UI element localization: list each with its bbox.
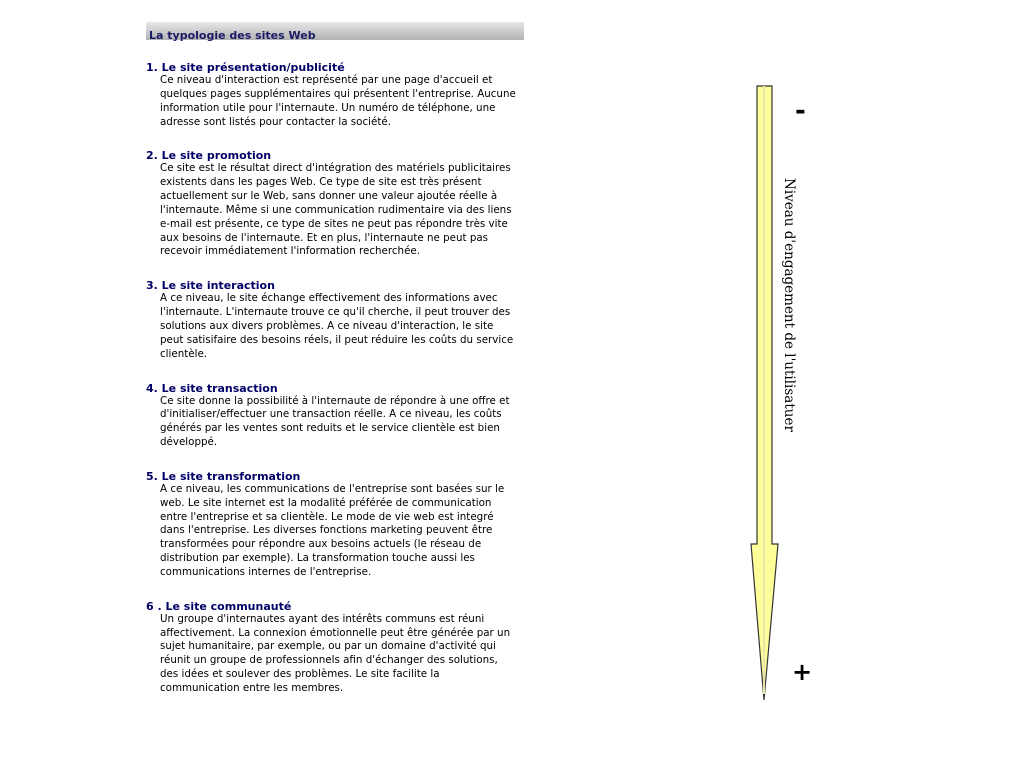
section-title: 4. Le site transaction <box>146 381 278 395</box>
section-transformation <box>146 470 514 580</box>
section-title: 1. Le site présentation/publicité <box>146 61 345 74</box>
low-engagement-symbol: - <box>795 96 806 126</box>
section-title: 3. Le site interaction <box>146 279 275 293</box>
section-promotion <box>146 149 514 259</box>
down-arrow-icon <box>745 82 785 702</box>
section-description: Ce site est le résultat direct d'intégration des matériels publicitaires existents dans les pages Web. Ce type de site est très présent actuellement sur le Web, sans donner une valeur ajoutée réelle à l'internaute. Même si une communication rudimentaire via des liens e-mail est présente, ce type de sites ne peut pas répondre très vite aux besoins de l'internaute. Et en plus, l'internaute ne peut pas recevoir immédiatement l'information recherchée. <box>160 162 512 258</box>
section-communaute <box>146 600 514 696</box>
section-description: Ce site donne la possibilité à l'internaute de répondre à une offre et d'initialiser/effectuer une transaction réelle. A ce niveau, les coûts générés par les ventes sont reduits et le service clientèle est bien développé. <box>160 394 510 449</box>
section-transaction <box>146 382 514 450</box>
section-title: 6 . Le site communauté <box>146 599 292 613</box>
header-bar <box>146 22 524 40</box>
section-presentation <box>146 61 514 129</box>
site-typology-list <box>146 61 514 716</box>
section-description: Ce niveau d'interaction est représenté par une page d'accueil et quelques pages supplémentaires qui présentent l'entreprise. Aucune information utile pour l'internaute. Un numéro de téléphone, une adresse sont listés pour contacter la société. <box>160 74 516 128</box>
section-title: 5. Le site transformation <box>146 469 301 483</box>
section-title: 2. Le site promotion <box>146 149 272 163</box>
page-title: La typologie des sites Web <box>149 29 316 42</box>
section-description: A ce niveau, les communications de l'entreprise sont basées sur le web. Le site internet est la modalité préférée de communication entre l'entreprise et sa clientèle. Le mode de vie web est integré dans l'entreprise. Les diverses fonctions marketing peuvent être transformées pour répondre aux besoins actuels (le réseau de distribution par exemple). La transformation touche aussi les communications internes de l'entreprise. <box>160 482 505 578</box>
section-description: A ce niveau, le site échange effectivement des informations avec l'internaute. L'internaute trouve ce qu'il cherche, il peut trouver des solutions aux divers problèmes. A ce niveau d'interaction, le site peut satisifaire des besoins réels, il peut réduire les coûts du service clientèle. <box>160 292 514 360</box>
section-interaction <box>146 279 514 361</box>
engagement-axis-label: Niveau d'engagement de l'utilisatuer <box>781 178 797 432</box>
engagement-arrow <box>745 82 785 702</box>
section-description: Un groupe d'internautes ayant des intérêts communs est réuni affectivement. La connexion émotionnelle peut être générée par un sujet humanitaire, par exemple, ou par un domaine d'activité qui réunit un groupe de professionnels afin d'échanger des solutions, des idées et soulever des problèmes. Le site facilite la communication entre les membres. <box>160 612 511 694</box>
high-engagement-symbol: + <box>792 658 813 686</box>
